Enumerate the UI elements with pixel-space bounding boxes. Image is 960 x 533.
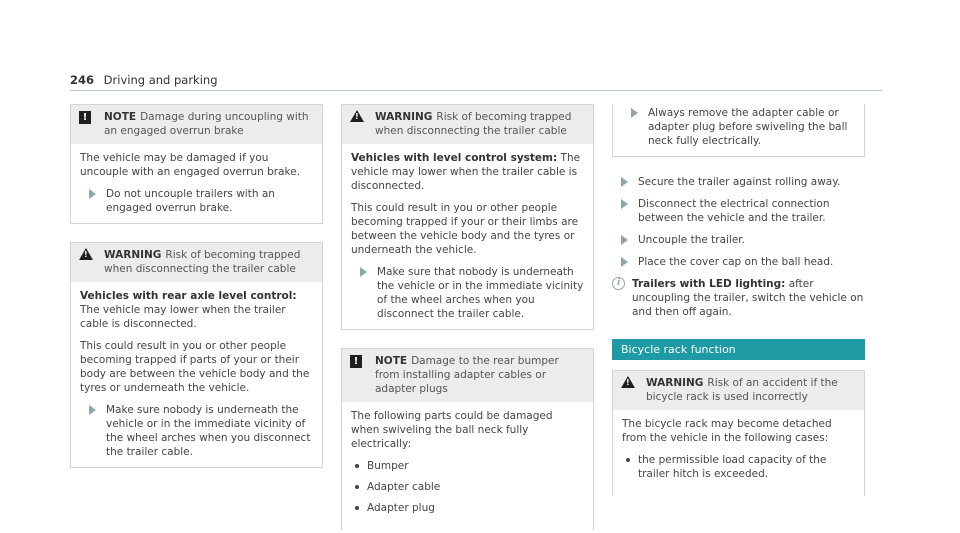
step-item [351,265,584,321]
warning-header [71,243,322,282]
warning-subtitle: Vehicles with level control system: [351,152,558,164]
step-text: Secure the trailer against rolling away. [638,176,841,188]
exclamation-icon: ! [79,110,91,124]
list-item: Adapter plug [351,501,584,515]
warning-box-level-control [341,104,594,330]
note-body [71,144,322,223]
note-title: Damage to the rear bumper from installing adapter cables or adapter plugs [375,355,559,395]
warning-box-rear-axle [70,242,323,468]
column-2 [341,104,594,530]
page-number: 246 [70,73,95,87]
step-text: Disconnect the electrical connection between the vehicle and the trailer. [638,198,830,224]
step-text: Place the cover cap on the ball head. [638,256,834,268]
note-box-overrun-brake [70,104,323,224]
header-divider [70,90,882,91]
section-title-header: Driving and parking [103,73,218,87]
note-title: Damage during uncoupling with an engaged overrun brake [104,111,309,137]
warning-title: Risk of becoming trapped when disconnecting the trailer cable [104,249,301,275]
info-icon: i [612,277,625,290]
warning-title: Risk of becoming trapped when disconnecting the trailer cable [375,111,572,137]
step-arrow-icon [89,189,96,199]
step-item [612,255,865,269]
column-1 [70,104,323,486]
warning-triangle-icon [621,376,635,392]
step-arrow-icon [621,257,628,267]
section-heading: Bicycle rack function [612,339,865,360]
note-text: The vehicle may be damaged if you uncouple with an engaged overrun brake. [80,152,301,178]
step-text: Do not uncouple trailers with an engaged overrun brake. [106,188,275,214]
warning-body [613,410,864,496]
note-label: NOTE [104,111,137,123]
list-item: the permissible load capacity of the trailer hitch is exceeded. [622,453,855,481]
note-text: The following parts could be damaged when swiveling the ball neck fully electrically: [351,410,553,450]
info-note [612,277,865,319]
warning-title: Risk of an accident if the bicycle rack is used incorrectly [646,377,838,403]
continuation-body [613,104,864,156]
step-arrow-icon [89,405,96,415]
step-text: Make sure that nobody is underneath the vehicle or in the immediate vicinity of the wheel arches when you disconnect the trailer cable. [377,266,584,320]
note-box-rear-bumper [341,348,594,530]
warning-body [71,282,322,467]
warning-text: The bicycle rack may become detached from the vehicle in the following cases: [622,418,832,444]
bullet-list [622,453,855,481]
note-header [342,349,593,402]
step-arrow-icon [621,235,628,245]
step-text: Make sure nobody is underneath the vehicle or in the immediate vicinity of the wheel arches when you disconnect the trailer cable. [106,404,311,458]
page-header [70,73,218,87]
exclamation-icon: ! [350,354,362,368]
step-text: Always remove the adapter cable or adapter plug before swiveling the ball neck fully electrically. [648,107,848,147]
step-item [80,187,313,215]
step-arrow-icon [631,108,638,118]
warning-label: WARNING [104,249,162,261]
warning-label: WARNING [375,111,433,123]
warning-box-bicycle-rack [612,370,865,496]
step-item [612,233,865,247]
warning-text-2: This could result in you or other people becoming trapped if your or their limbs are between the vehicle body and the tyres or underneath the vehicle. [351,202,579,256]
step-item [612,175,865,189]
warning-subtitle: Vehicles with rear axle level control: [80,290,297,302]
info-bold: Trailers with LED lighting: [632,278,786,290]
warning-header [342,105,593,144]
warning-text-1: The vehicle may lower when the trailer cable is disconnected. [80,304,286,330]
warning-text-2: This could result in you or other people becoming trapped if parts of your or their body are between the vehicle body and the tyres or underneath the vehicle. [80,340,310,394]
note-body [342,402,593,530]
warning-label: WARNING [646,377,704,389]
step-item [80,403,313,459]
note-continuation [612,104,865,157]
note-header [71,105,322,144]
warning-triangle-icon [79,248,93,264]
column-3 [612,104,865,496]
step-item [622,106,855,148]
step-arrow-icon [621,177,628,187]
warning-triangle-icon [350,110,364,126]
bullet-list [351,459,584,515]
warning-header [613,371,864,410]
step-arrow-icon [621,199,628,209]
note-label: NOTE [375,355,408,367]
info-text: after uncoupling the trailer, switch the vehicle on and then off again. [632,278,864,318]
warning-text-1: The vehicle may lower when the trailer cable is disconnected. [351,152,581,192]
uncoupling-steps [612,175,865,269]
list-item: Adapter cable [351,480,584,494]
step-item [612,197,865,225]
list-item: Bumper [351,459,584,473]
step-arrow-icon [360,267,367,277]
warning-body [342,144,593,329]
step-text: Uncouple the trailer. [638,234,745,246]
